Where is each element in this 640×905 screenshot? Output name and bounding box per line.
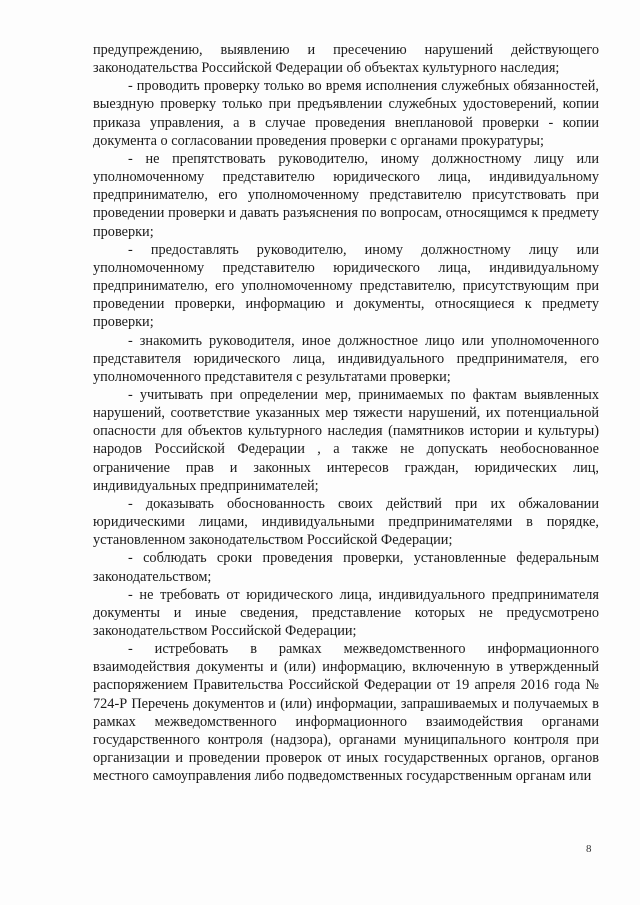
list-item: - не требовать от юридического лица, индивидуального предпринимателя документы и иные сведения, представление которых не предусмотрено законодательством Российской Федерации; [93,586,599,639]
list-item: - знакомить руководителя, иное должностное лицо или уполномоченного представителя юридического лица, индивидуального предпринимателя, его уполномоченного представителя с результатами проверки; [93,332,599,385]
list-item: - предоставлять руководителю, иному должностному лицу или уполномоченному представителю юридического лица, индивидуальному предпринимателю, его уполномоченному представителю, присутствующим при проведении проверки, информацию и документы, относящиеся к предмету проверки; [93,241,599,331]
list-item: - доказывать обоснованность своих действий при их обжаловании юридическими лицами, индивидуальными предпринимателями в порядке, установленном законодательством Российской Федерации; [93,495,599,549]
list-item: - не препятствовать руководителю, иному должностному лицу или уполномоченному представителю юридического лица, индивидуальному предпринимателю, его уполномоченному представителю присутствовать при проведении проверки и давать разъяснения по вопросам, относящимся к предмету проверки; [93,150,599,240]
list-item: - соблюдать сроки проведения проверки, установленные федеральным законодательством; [93,550,599,585]
page-number: 8 [586,843,592,855]
list-item: - проводить проверку только во время исполнения служебных обязанностей, выездную проверку только при предъявлении служебных удостоверений, копии приказа управления, а в случае проведения внеплановой проверки - копии документа о согласовании проведения проверки с органами прокуратуры; [93,78,599,149]
paragraph: предупреждению, выявлению и пресечению нарушений действующего законодательства Российской Федерации об объектах культурного наследия; [93,42,599,77]
document-body [93,41,599,785]
list-item: - учитывать при определении мер, принимаемых по фактам выявленных нарушений, соответствие указанных мер тяжести нарушений, их потенциальной опасности для объектов культурного наследия (памятников истории и культуры) народов Российской Федерации , а также не допускать необоснованное ограничение прав и законных интересов граждан, юридических лиц, индивидуальных предпринимателей; [93,386,599,494]
list-item: - истребовать в рамках межведомственного информационного взаимодействия документы и (или) информацию, включенную в утвержденный распоряжением Правительства Российской Федерации от 19 апреля 2016 года № 724-Р Перечень документов и (или) информации, запрашиваемых и получаемых в рамках межведомственного информационного взаимодействия органами государственного контроля (надзора), органами муниципального контроля при организации и проведении проверок от иных государственных органов, органов местного самоуправления либо подведомственных государственным органам или [93,641,599,785]
